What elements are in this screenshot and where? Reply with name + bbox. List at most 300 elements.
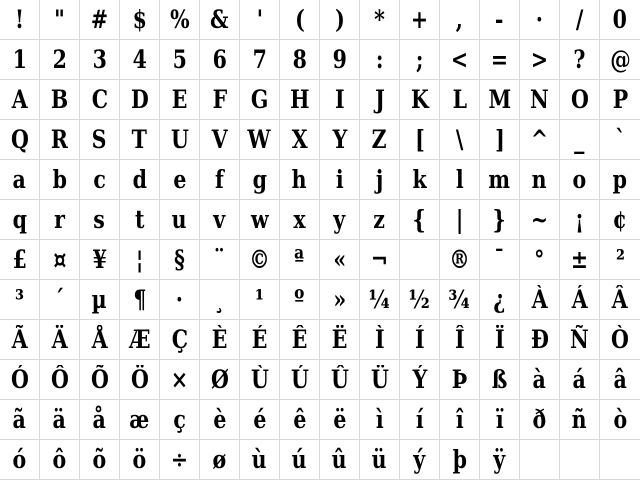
glyph-cell [120, 440, 160, 480]
glyph-character: q [12, 205, 27, 234]
glyph-character: W [247, 125, 272, 154]
glyph-character: ø [212, 445, 227, 474]
glyph-cell [520, 200, 560, 240]
glyph-character: Î [454, 325, 465, 354]
glyph-character: u [172, 205, 187, 234]
glyph-cell [160, 360, 200, 400]
glyph-cell [360, 80, 400, 120]
glyph-cell [360, 400, 400, 440]
glyph-character: x [293, 205, 306, 234]
glyph-cell [400, 120, 440, 160]
glyph-character: Æ [128, 325, 151, 354]
glyph-character: r [54, 205, 65, 234]
glyph-character: C [91, 85, 108, 114]
glyph-cell [40, 400, 80, 440]
glyph-cell [360, 120, 400, 160]
glyph-character: @ [609, 45, 631, 74]
glyph-cell-empty [600, 440, 640, 480]
glyph-cell [400, 280, 440, 320]
glyph-cell [0, 240, 40, 280]
glyph-character: c [93, 165, 106, 194]
glyph-character: ~ [530, 205, 549, 234]
glyph-character: Í [414, 325, 425, 354]
glyph-cell [320, 160, 360, 200]
glyph-cell [240, 0, 280, 40]
glyph-cell [160, 120, 200, 160]
glyph-cell [40, 160, 80, 200]
glyph-cell [600, 80, 640, 120]
glyph-cell [400, 160, 440, 200]
glyph-cell [560, 200, 600, 240]
glyph-character: ù [252, 445, 267, 474]
glyph-character: ² [615, 245, 625, 274]
glyph-character: ð [532, 405, 547, 434]
glyph-cell [480, 400, 520, 440]
glyph-cell [400, 400, 440, 440]
glyph-character: 2 [52, 45, 67, 74]
glyph-cell [240, 160, 280, 200]
glyph-character: ã [12, 405, 27, 434]
glyph-cell [120, 280, 160, 320]
glyph-cell [400, 360, 440, 400]
glyph-character: U [170, 125, 189, 154]
glyph-cell [400, 200, 440, 240]
glyph-cell [320, 360, 360, 400]
glyph-character: á [572, 365, 587, 394]
glyph-cell [520, 240, 560, 280]
glyph-character: £ [12, 245, 27, 274]
glyph-cell [480, 440, 520, 480]
glyph-character: ä [52, 405, 67, 434]
glyph-character: » [333, 285, 346, 314]
glyph-cell [40, 360, 80, 400]
glyph-character: Ô [50, 365, 69, 394]
glyph-cell [440, 120, 480, 160]
glyph-character: ô [52, 445, 67, 474]
glyph-cell [320, 80, 360, 120]
glyph-cell [360, 440, 400, 480]
glyph-character: f [215, 165, 224, 194]
glyph-cell [40, 320, 80, 360]
glyph-character: à [532, 365, 547, 394]
glyph-character: û [332, 445, 347, 474]
glyph-character: ü [372, 445, 387, 474]
glyph-cell [240, 400, 280, 440]
glyph-character: µ [91, 285, 108, 314]
glyph-character: Ú [290, 365, 309, 394]
glyph-character: E [171, 85, 188, 114]
glyph-cell [120, 40, 160, 80]
glyph-character: 9 [332, 45, 347, 74]
glyph-character: Ä [51, 325, 68, 354]
glyph-character: 5 [172, 45, 187, 74]
glyph-character: « [333, 245, 346, 274]
glyph-cell [360, 40, 400, 80]
glyph-cell [360, 200, 400, 240]
glyph-cell [280, 200, 320, 240]
glyph-character: = [490, 45, 509, 74]
glyph-cell [120, 80, 160, 120]
glyph-character: h [292, 165, 307, 194]
glyph-character: ¦ [135, 245, 144, 274]
glyph-cell [440, 200, 480, 240]
glyph-cell [600, 240, 640, 280]
glyph-cell-empty [520, 440, 560, 480]
glyph-cell [0, 160, 40, 200]
glyph-character: ý [413, 445, 426, 474]
glyph-character: Ó [10, 365, 29, 394]
glyph-cell [0, 40, 40, 80]
glyph-cell [280, 320, 320, 360]
glyph-cell [200, 280, 240, 320]
glyph-character: º [294, 285, 305, 314]
glyph-character: 4 [132, 45, 147, 74]
glyph-character: ì [375, 405, 384, 434]
glyph-character: À [531, 285, 548, 314]
glyph-character: ¨ [214, 245, 225, 274]
glyph-cell [320, 440, 360, 480]
glyph-character: L [452, 85, 467, 114]
glyph-character: Ë [331, 325, 348, 354]
glyph-cell [560, 160, 600, 200]
glyph-character: È [211, 325, 228, 354]
glyph-cell [480, 40, 520, 80]
glyph-character: / [575, 5, 584, 34]
glyph-cell [440, 240, 480, 280]
glyph-cell [160, 80, 200, 120]
glyph-character: s [93, 205, 106, 234]
glyph-cell [320, 400, 360, 440]
glyph-cell [520, 280, 560, 320]
glyph-cell [320, 240, 360, 280]
glyph-cell [440, 0, 480, 40]
glyph-cell [480, 280, 520, 320]
glyph-character: â [613, 365, 627, 394]
glyph-cell [240, 240, 280, 280]
glyph-cell [600, 360, 640, 400]
glyph-character: O [570, 85, 589, 114]
glyph-cell [120, 400, 160, 440]
glyph-character: Þ [451, 365, 468, 394]
glyph-character: ¼ [368, 285, 391, 314]
glyph-character: T [131, 125, 148, 154]
glyph-character: 8 [292, 45, 307, 74]
glyph-character: ¥ [92, 245, 107, 274]
glyph-character: Å [91, 325, 108, 354]
glyph-character: m [488, 165, 511, 194]
glyph-character: ¢ [612, 205, 628, 234]
glyph-cell [280, 360, 320, 400]
glyph-character: ë [332, 405, 347, 434]
glyph-character: í [415, 405, 424, 434]
glyph-cell [560, 280, 600, 320]
glyph-character: É [251, 325, 268, 354]
glyph-character: ¬ [370, 245, 389, 274]
glyph-character: $ [132, 5, 147, 34]
glyph-cell [560, 320, 600, 360]
glyph-cell [0, 320, 40, 360]
glyph-character: è [212, 405, 227, 434]
glyph-cell [440, 320, 480, 360]
glyph-cell [240, 80, 280, 120]
glyph-cell [480, 80, 520, 120]
glyph-cell [160, 200, 200, 240]
glyph-cell [560, 80, 600, 120]
glyph-character: 0 [612, 5, 628, 34]
glyph-character: V [211, 125, 228, 154]
glyph-character: ú [292, 445, 307, 474]
glyph-cell-empty [560, 440, 600, 480]
glyph-character: 3 [92, 45, 107, 74]
glyph-character: Ï [494, 325, 505, 354]
glyph-character: 7 [252, 45, 267, 74]
glyph-character: Ü [370, 365, 389, 394]
glyph-cell [40, 200, 80, 240]
glyph-cell [200, 360, 240, 400]
glyph-cell [360, 0, 400, 40]
glyph-character: å [92, 405, 107, 434]
glyph-cell [240, 320, 280, 360]
glyph-cell [600, 120, 640, 160]
glyph-character: ± [570, 245, 589, 274]
glyph-cell [120, 200, 160, 240]
glyph-cell [520, 80, 560, 120]
glyph-cell [400, 0, 440, 40]
glyph-cell [160, 320, 200, 360]
glyph-cell [80, 400, 120, 440]
glyph-cell [480, 240, 520, 280]
glyph-cell [560, 360, 600, 400]
glyph-cell [240, 440, 280, 480]
glyph-character: ¾ [448, 285, 471, 314]
glyph-character: X [291, 125, 308, 154]
glyph-character: v [213, 205, 226, 234]
glyph-character: Â [612, 285, 628, 314]
glyph-character: p [612, 165, 628, 194]
glyph-character: d [132, 165, 147, 194]
glyph-cell [440, 160, 480, 200]
glyph-cell [120, 240, 160, 280]
glyph-cell [280, 240, 320, 280]
glyph-cell [200, 240, 240, 280]
glyph-character: B [50, 85, 69, 114]
glyph-cell [480, 120, 520, 160]
glyph-character: 6 [212, 45, 227, 74]
glyph-cell [520, 360, 560, 400]
glyph-character: g [252, 165, 267, 194]
glyph-character: Ö [130, 365, 149, 394]
glyph-character: é [252, 405, 267, 434]
glyph-character: ! [14, 5, 24, 34]
glyph-character: < [450, 45, 469, 74]
glyph-cell [160, 240, 200, 280]
glyph-character: þ [452, 445, 467, 474]
glyph-character: ñ [572, 405, 587, 434]
glyph-cell [80, 240, 120, 280]
glyph-character: Û [330, 365, 349, 394]
glyph-character: 1 [12, 45, 27, 74]
glyph-character: Y [332, 125, 347, 154]
glyph-cell [160, 440, 200, 480]
glyph-cell [240, 360, 280, 400]
glyph-cell [480, 200, 520, 240]
glyph-character: w [250, 205, 269, 234]
glyph-character: - [495, 5, 504, 34]
glyph-cell [280, 80, 320, 120]
glyph-character: I [334, 85, 345, 114]
glyph-character: ³ [15, 285, 24, 314]
glyph-cell [200, 80, 240, 120]
glyph-cell [40, 440, 80, 480]
glyph-cell [160, 160, 200, 200]
glyph-character: Ù [250, 365, 269, 394]
glyph-character: ´ [54, 285, 65, 314]
glyph-cell [200, 120, 240, 160]
glyph-cell [120, 320, 160, 360]
glyph-cell [560, 400, 600, 440]
glyph-character: A [11, 85, 28, 114]
glyph-character: Z [372, 125, 387, 154]
glyph-cell [80, 320, 120, 360]
glyph-cell [120, 120, 160, 160]
glyph-character: ï [495, 405, 504, 434]
glyph-cell [160, 0, 200, 40]
glyph-cell [320, 0, 360, 40]
glyph-cell [200, 320, 240, 360]
glyph-cell [160, 40, 200, 80]
glyph-cell [520, 320, 560, 360]
glyph-cell [600, 160, 640, 200]
glyph-character: Á [571, 285, 588, 314]
glyph-character: " [54, 5, 65, 34]
glyph-cell [80, 160, 120, 200]
glyph-cell [600, 400, 640, 440]
glyph-cell [240, 40, 280, 80]
glyph-cell [40, 120, 80, 160]
glyph-cell [520, 0, 560, 40]
glyph-character: K [410, 85, 429, 114]
glyph-cell [80, 0, 120, 40]
glyph-cell [480, 360, 520, 400]
glyph-cell [520, 160, 560, 200]
glyph-character: ? [573, 45, 586, 74]
glyph-cell [440, 80, 480, 120]
glyph-character: | [455, 205, 464, 234]
glyph-character: ß [491, 365, 508, 394]
glyph-character: ; [415, 45, 424, 74]
glyph-cell [280, 120, 320, 160]
glyph-character: Ê [291, 325, 308, 354]
glyph-cell [240, 200, 280, 240]
glyph-character: § [174, 245, 185, 274]
glyph-character: % [169, 5, 190, 34]
glyph-cell [560, 240, 600, 280]
glyph-cell [400, 40, 440, 80]
glyph-character: ¤ [52, 245, 67, 274]
glyph-character: [ [414, 125, 425, 154]
glyph-cell [600, 280, 640, 320]
glyph-character: z [373, 205, 386, 234]
glyph-character: D [130, 85, 149, 114]
glyph-character: \ [455, 125, 464, 154]
glyph-character: Ñ [570, 325, 589, 354]
glyph-cell [0, 200, 40, 240]
glyph-character: ` [614, 125, 626, 154]
glyph-cell [200, 40, 240, 80]
glyph-cell [520, 40, 560, 80]
glyph-cell [320, 120, 360, 160]
glyph-character: Ø [210, 365, 229, 394]
glyph-cell [520, 400, 560, 440]
glyph-cell [600, 40, 640, 80]
glyph-character: ¹ [255, 285, 264, 314]
glyph-character: G [250, 85, 269, 114]
glyph-character: ê [292, 405, 307, 434]
glyph-cell [440, 280, 480, 320]
glyph-character: ö [132, 445, 147, 474]
glyph-cell [40, 80, 80, 120]
glyph-cell [80, 120, 120, 160]
glyph-character: + [410, 5, 429, 34]
glyph-character: j [375, 165, 384, 194]
glyph-character: t [134, 205, 145, 234]
glyph-character: a [12, 165, 27, 194]
glyph-character: n [532, 165, 547, 194]
glyph-character: ( [294, 5, 305, 34]
glyph-cell [560, 120, 600, 160]
glyph-cell [0, 440, 40, 480]
glyph-character: M [488, 85, 511, 114]
glyph-cell [320, 200, 360, 240]
glyph-cell [560, 40, 600, 80]
glyph-character: { [412, 205, 427, 234]
glyph-cell [480, 320, 520, 360]
glyph-character: l [455, 165, 464, 194]
glyph-cell [240, 280, 280, 320]
glyph-cell [400, 320, 440, 360]
glyph-character: H [289, 85, 310, 114]
glyph-character: y [333, 205, 346, 234]
glyph-cell [560, 0, 600, 40]
glyph-character: õ [92, 445, 107, 474]
glyph-character: : [375, 45, 384, 74]
glyph-cell [0, 400, 40, 440]
glyph-cell [120, 160, 160, 200]
glyph-character: æ [129, 405, 150, 434]
glyph-cell [280, 440, 320, 480]
glyph-cell [80, 360, 120, 400]
glyph-character: ¯ [494, 245, 505, 274]
glyph-character: R [50, 125, 69, 154]
glyph-cell [280, 160, 320, 200]
glyph-character: · [535, 5, 544, 34]
glyph-character: Ð [530, 325, 549, 354]
glyph-character: k [412, 165, 427, 194]
glyph-cell [200, 400, 240, 440]
glyph-character: b [52, 165, 67, 194]
glyph-character: ó [12, 445, 27, 474]
glyph-character: ¶ [132, 285, 147, 314]
glyph-cell [320, 40, 360, 80]
glyph-cell [40, 0, 80, 40]
glyph-character: ] [494, 125, 505, 154]
glyph-cell [520, 120, 560, 160]
glyph-cell [280, 40, 320, 80]
glyph-cell [200, 0, 240, 40]
glyph-cell [80, 200, 120, 240]
glyph-cell [0, 80, 40, 120]
glyph-cell [40, 40, 80, 80]
